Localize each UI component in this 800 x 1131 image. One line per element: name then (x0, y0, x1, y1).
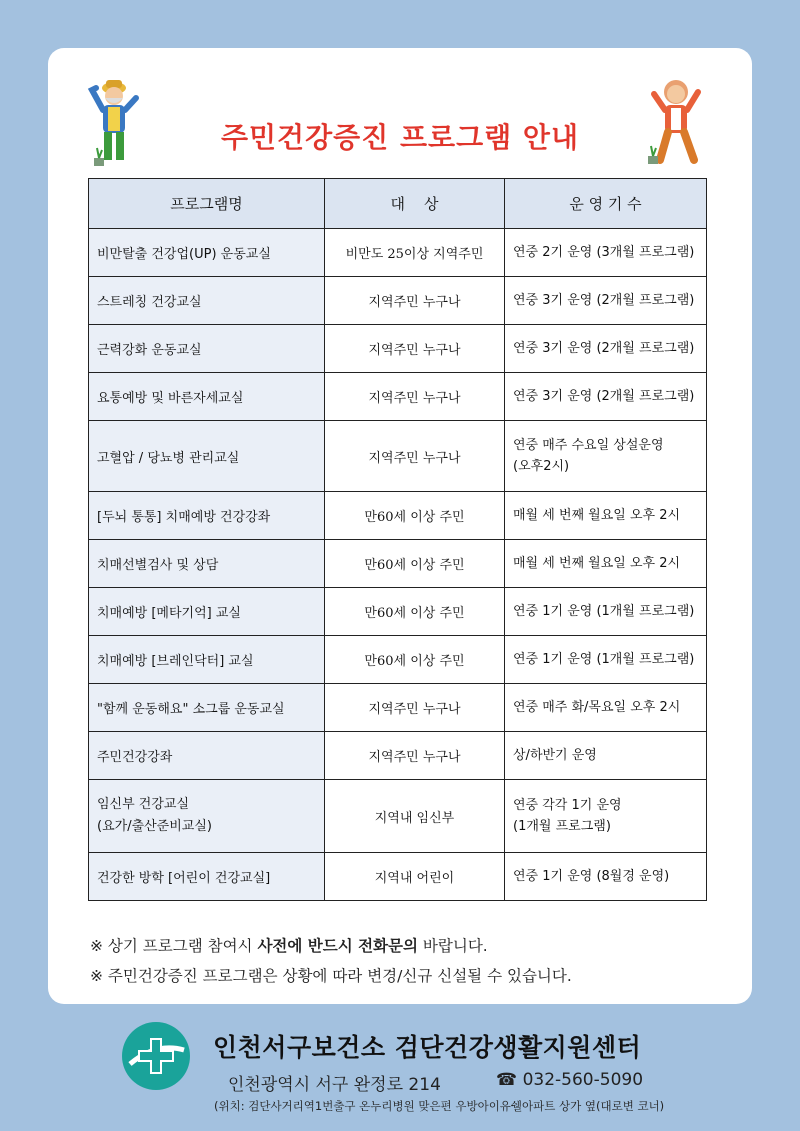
program-name: 근력강화 운동교실 (89, 325, 325, 373)
notice-card (48, 48, 752, 1004)
program-target: 만60세 이상 주민 (325, 492, 505, 540)
program-target: 지역주민 누구나 (325, 421, 505, 492)
table-row (89, 229, 707, 277)
column-header: 프로그램명 (89, 179, 325, 229)
organization-name: 인천서구보건소 검단건강생활지원센터 (213, 1033, 642, 1062)
table-row (89, 636, 707, 684)
program-target: 지역주민 누구나 (325, 325, 505, 373)
program-target: 지역내 어린이 (325, 853, 505, 901)
program-schedule: 연중 1기 운영 (8월경 운영) (505, 853, 707, 901)
phone-number: 032-560-5090 (522, 1070, 644, 1090)
program-name-line: 임신부 건강교실 (97, 797, 190, 812)
program-name: [두뇌 통통] 치매예방 건강강좌 (89, 492, 325, 540)
schedule-line: 연중 매주 수요일 상설운영 (513, 438, 664, 453)
program-target: 지역주민 누구나 (325, 684, 505, 732)
program-name: 치매예방 [브레인닥터] 교실 (89, 636, 325, 684)
program-name (89, 780, 325, 853)
program-target: 지역주민 누구나 (325, 732, 505, 780)
table-row (89, 853, 707, 901)
program-schedule: 연중 1기 운영 (1개월 프로그램) (505, 588, 707, 636)
table-row (89, 421, 707, 492)
table-row (89, 732, 707, 780)
program-name: 건강한 방학 [어린이 건강교실] (89, 853, 325, 901)
program-name: "함께 운동해요" 소그룹 운동교실 (89, 684, 325, 732)
program-target: 지역주민 누구나 (325, 277, 505, 325)
program-name-line: (요가/출산준비교실) (97, 819, 212, 834)
table-row (89, 325, 707, 373)
program-name: 비만탈출 건강업(UP) 운동교실 (89, 229, 325, 277)
table-row (89, 373, 707, 421)
program-schedule: 연중 3기 운영 (2개월 프로그램) (505, 373, 707, 421)
table-row (89, 277, 707, 325)
schedule-line: (오후2시) (513, 459, 570, 474)
program-target: 지역내 임신부 (325, 780, 505, 853)
program-target: 지역주민 누구나 (325, 373, 505, 421)
table-header-row (89, 179, 707, 229)
program-schedule (505, 421, 707, 492)
program-schedule: 연중 3기 운영 (2개월 프로그램) (505, 277, 707, 325)
notice-line-inquiry (90, 934, 488, 956)
phone-icon: ☎ (496, 1070, 518, 1090)
program-schedule: 매월 세 번째 월요일 오후 2시 (505, 492, 707, 540)
program-target: 만60세 이상 주민 (325, 540, 505, 588)
health-center-cross-logo-icon (120, 1020, 192, 1092)
program-name: 요통예방 및 바른자세교실 (89, 373, 325, 421)
program-target: 비만도 25이상 지역주민 (325, 229, 505, 277)
page-title: 주민건강증진 프로그램 안내 (220, 121, 580, 154)
program-schedule: 연중 2기 운영 (3개월 프로그램) (505, 229, 707, 277)
table-row (89, 588, 707, 636)
program-target: 만60세 이상 주민 (325, 636, 505, 684)
table-row (89, 780, 707, 853)
program-name: 치매선별검사 및 상담 (89, 540, 325, 588)
column-header: 대 상 (325, 179, 505, 229)
notice-line-change: ※ 주민건강증진 프로그램은 상황에 따라 변경/신규 신설될 수 있습니다. (90, 967, 572, 985)
column-header: 운 영 기 수 (505, 179, 707, 229)
program-name: 스트레칭 건강교실 (89, 277, 325, 325)
table-row (89, 492, 707, 540)
program-name: 치매예방 [메타기억] 교실 (89, 588, 325, 636)
program-name: 고혈압 / 당뇨병 관리교실 (89, 421, 325, 492)
location-text: (위치: 검단사거리역1번출구 온누리병원 맞은편 우방아이유쉘아파트 상가 옆(대로변 코너) (214, 1099, 665, 1113)
program-table (88, 178, 707, 901)
notice-text: ※ 상기 프로그램 참여시 (90, 937, 258, 955)
notice-text: 바랍니다. (417, 937, 488, 955)
program-name: 주민건강강좌 (89, 732, 325, 780)
program-schedule: 연중 매주 화/목요일 오후 2시 (505, 684, 707, 732)
address-text: 인천광역시 서구 완정로 214 (228, 1075, 441, 1095)
program-schedule: 연중 1기 운영 (1개월 프로그램) (505, 636, 707, 684)
schedule-line: 연중 각각 1기 운영 (513, 798, 622, 813)
program-schedule: 상/하반기 운영 (505, 732, 707, 780)
program-schedule (505, 780, 707, 853)
table-row (89, 540, 707, 588)
notice-emphasis: 사전에 반드시 전화문의 (257, 937, 418, 955)
schedule-line: (1개월 프로그램) (513, 819, 611, 834)
program-schedule: 매월 세 번째 월요일 오후 2시 (505, 540, 707, 588)
table-row (89, 684, 707, 732)
program-target: 만60세 이상 주민 (325, 588, 505, 636)
program-schedule: 연중 3기 운영 (2개월 프로그램) (505, 325, 707, 373)
phone-info (496, 1070, 643, 1090)
